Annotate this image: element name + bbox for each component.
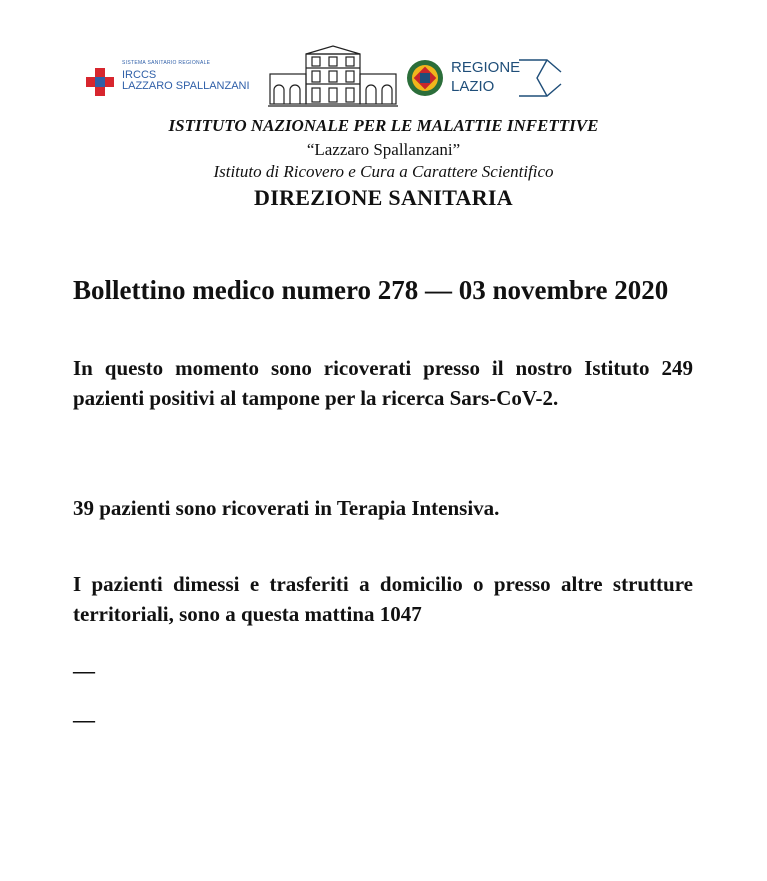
- regione-lazio-logo: [405, 56, 565, 100]
- institute-subtitle: Istituto di Ricovero e Cura a Carattere Scientifico: [213, 162, 554, 181]
- logo-bar: [0, 40, 767, 112]
- irccs-logo: [86, 58, 266, 98]
- regione-emblem-icon: [405, 58, 445, 98]
- red-cross-icon: [86, 68, 114, 96]
- irccs-small-text: SISTEMA SANITARIO REGIONALE: [122, 60, 211, 66]
- direction-heading: DIREZIONE SANITARIA: [254, 185, 513, 210]
- regione-text: [451, 58, 520, 96]
- institute-name: ISTITUTO NAZIONALE PER LE MALATTIE INFETTIVE: [168, 116, 599, 135]
- separator-dash: —: [73, 658, 95, 683]
- building-icon: [268, 44, 398, 110]
- irccs-text: [122, 70, 250, 92]
- paragraph-intensive-care: 39 pazienti sono ricoverati in Terapia Intensiva.: [73, 496, 500, 520]
- regione-arrow-icon: [517, 56, 567, 100]
- irccs-line1: IRCCS: [122, 69, 157, 81]
- irccs-line2: LAZZARO SPALLANZANI: [122, 80, 250, 92]
- separator-dash: —: [73, 707, 95, 732]
- regione-line2: LAZIO: [451, 78, 495, 95]
- paragraph-discharged: I pazienti dimessi e trasferiti a domicilio o presso altre strutture territoriali, sono a questa mattina 1047: [73, 572, 693, 626]
- institute-eponym: “Lazzaro Spallanzani”: [306, 140, 461, 159]
- regione-line1: REGIONE: [451, 59, 521, 76]
- paragraph-hospitalized: In questo momento sono ricoverati presso il nostro Istituto 249 pazienti positivi al tampone per la ricerca Sars-CoV-2.: [73, 356, 693, 410]
- bulletin-title: Bollettino medico numero 278 — 03 novembre 2020: [73, 275, 669, 305]
